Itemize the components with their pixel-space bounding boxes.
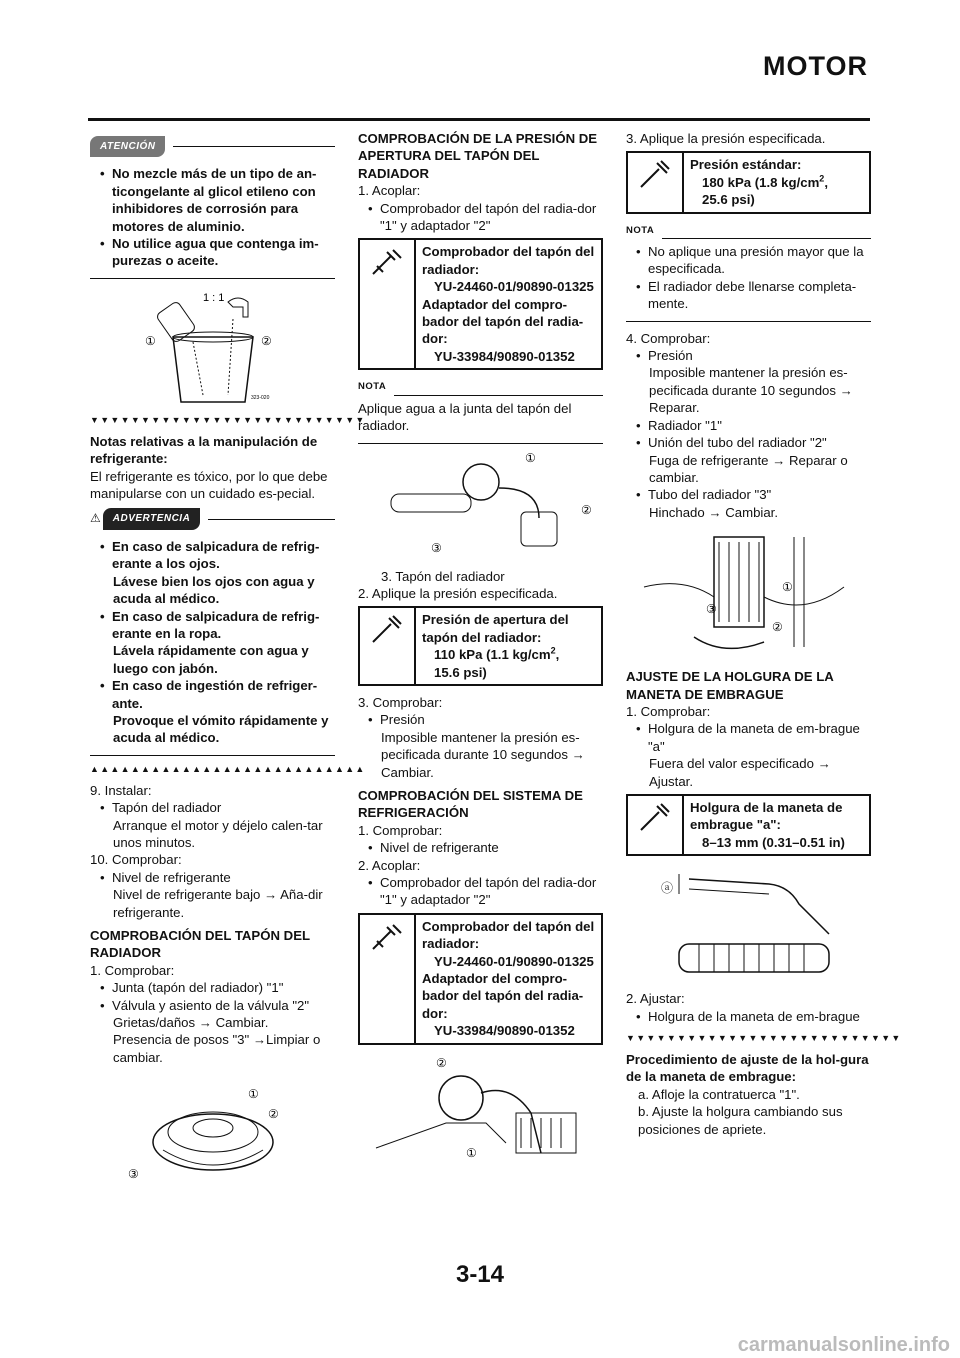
presion-item-3: • Presión <box>358 711 603 728</box>
ajuste-item-2: • Holgura de la maneta de em-brague <box>626 1008 871 1025</box>
presion-step-1: 1. Acoplar: <box>358 183 421 199</box>
system-callout-2: ② <box>435 1055 447 1070</box>
step-4-note-4: Hinchado → Cambiar. <box>649 504 779 520</box>
ratio-label: 1 : 1 <box>202 291 224 304</box>
nota-item-2: • El radiador debe llenarse completa-mente. <box>626 278 871 313</box>
step-4-item-3: • Unión del tubo del radiador "2" <box>626 434 871 451</box>
column-2 <box>358 130 603 1169</box>
step-4-note-3: Fuga de refrigerante → Reparar o cambiar. <box>649 452 848 485</box>
step-3-apply: 3. Aplique la presión especificada. <box>626 131 826 146</box>
notas-heading: Notas relativas a la manipulación de refrigerante: <box>90 433 318 467</box>
nota-header: NOTA <box>626 222 871 239</box>
section-heading-tapon: COMPROBACIÓN DEL TAPÓN DEL RADIADOR <box>90 928 310 961</box>
cap-callout-1: ① <box>247 1087 259 1102</box>
wrench-icon <box>628 153 684 211</box>
cap-callout-3: ③ <box>127 1167 139 1182</box>
step-4-item-4: • Tubo del radiador "3" <box>626 486 871 503</box>
tool-icon <box>360 240 416 368</box>
advertencia-header <box>90 508 335 529</box>
header-rule <box>88 118 870 121</box>
advertencia-item-2: • En caso de salpicadura de refrig-erante en la ropa. <box>90 608 335 643</box>
spec-box-tools-1: Comprobador del tapón del radiador: YU-24460-01/90890-01325 Adaptador del compro-bador del tapón del radia-dor: YU-33984/90890-01352 <box>358 238 603 370</box>
step-4-item-2: • Radiador "1" <box>626 417 871 434</box>
radiator-callout-3: ③ <box>705 602 717 617</box>
coolant-mix-figure <box>133 287 293 407</box>
lever-callout-a: ⓐ <box>660 881 673 896</box>
page-title: MOTOR <box>763 51 868 81</box>
step-4: 4. Comprobar: <box>626 330 711 346</box>
sistema-item-2: • Comprobador del tapón del radia-dor "1" y adaptador "2" <box>358 874 603 909</box>
clutch-lever-figure <box>639 864 859 984</box>
cap-callout-2: ② <box>267 1107 279 1122</box>
step-10-item: • Nivel de refrigerante <box>90 869 335 886</box>
tester-callout-1: ① <box>524 450 536 465</box>
tool-icon <box>360 915 416 1043</box>
advertencia-item-3: • En caso de ingestión de refriger-ante. <box>90 677 335 712</box>
warning-icon: ⚠ <box>90 511 101 526</box>
watermark: carmanualsonline.info <box>737 1333 950 1356</box>
ajuste-item-1: • Holgura de la maneta de em-brague "a" <box>626 720 871 755</box>
section-heading-presion: COMPROBACIÓN DE LA PRESIÓN DE APERTURA DEL TAPÓN DEL RADIADOR <box>358 131 598 181</box>
radiator-cap-figure <box>118 1080 308 1190</box>
tapon-item-1: • Junta (tapón del radiador) "1" <box>90 979 335 996</box>
section-heading-sistema: COMPROBACIÓN DEL SISTEMA DE REFRIGERACIÓN <box>358 787 583 821</box>
spec-box-pressure-2: Presión estándar: 180 kPa (1.8 $kg/cm^2$, 25.6 psi) <box>626 151 871 213</box>
nota-item-1: • No aplique una presión mayor que la especificada. <box>626 243 871 278</box>
advertencia-item-1-action: Lávese bien los ojos con agua y acuda al médico. <box>113 573 315 607</box>
cooling-system-figure <box>366 1053 596 1163</box>
radiator-callout-1: ① <box>781 580 793 595</box>
callout-2: ② <box>260 333 272 348</box>
procedure-start-marker: ▼▼▼▼▼▼▼▼▼▼▼▼▼▼▼▼▼▼▼▼▼▼▼▼▼▼▼ <box>90 414 366 425</box>
page-number: 3-14 <box>455 1261 505 1288</box>
procedure-step-b: b. Ajuste la holgura cambiando sus posiciones de apriete. <box>638 1104 843 1137</box>
ajuste-step-2: 2. Ajustar: <box>626 991 685 1007</box>
atencion-header <box>90 136 335 157</box>
nota-header: NOTA <box>358 378 603 395</box>
tester-callout-2: ② <box>580 502 592 517</box>
step-10: 10. Comprobar: <box>90 852 182 868</box>
tapon-note-1: Grietas/daños → Cambiar. <box>113 1015 269 1031</box>
atencion-item-1: • No mezcle más de un tipo de an-ticongelante al glicol etileno con inhibidores de corrosión para motores de aluminio. <box>90 165 335 235</box>
presion-step-3: 3. Comprobar: <box>358 694 443 710</box>
procedure-start-marker: ▼▼▼▼▼▼▼▼▼▼▼▼▼▼▼▼▼▼▼▼▼▼▼▼▼▼▼ <box>626 1033 902 1043</box>
wrench-icon <box>628 796 684 854</box>
advertencia-item-2-action: Lávela rápidamente con agua y luego con jabón. <box>113 643 309 676</box>
radiator-callout-2: ② <box>771 620 783 635</box>
sistema-step-2: 2. Acoplar: <box>358 857 421 873</box>
step-9: 9. Instalar: <box>90 782 152 798</box>
atencion-item-2: • No utilice agua que contenga im-purezas o aceite. <box>90 235 335 270</box>
procedure-end-marker: ▲▲▲▲▲▲▲▲▲▲▲▲▲▲▲▲▲▲▲▲▲▲▲▲▲▲▲ <box>90 763 366 774</box>
advertencia-item-3-action: Provoque el vómito rápidamente y acuda al médico. <box>113 712 329 746</box>
tapon-item-2: • Válvula y asiento de la válvula "2" <box>90 997 335 1014</box>
presion-step-2: 2. Aplique la presión especificada. <box>358 585 558 601</box>
spec-box-holgura: Holgura de la maneta de embrague "a": 8–13 mm (0.31–0.51 in) <box>626 794 871 856</box>
advertencia-item-1: • En caso de salpicadura de refrig-erante a los ojos. <box>90 538 335 573</box>
notas-body: El refrigerante es tóxico, por lo que debe manipularse con un cuidado es-pecial. <box>90 468 328 502</box>
column-1 <box>90 130 366 1196</box>
procedure-heading: Procedimiento de ajuste de la hol-gura de la maneta de embrague: <box>626 1052 869 1085</box>
nota-text: Aplique agua a la junta del tapón del radiador. <box>358 400 572 434</box>
tester-callout-3: ③ <box>430 540 442 555</box>
step-9-note: Arranque el motor y déjelo calen-tar unos minutos. <box>113 817 323 850</box>
ajuste-note-1: Fuera del valor especificado → Ajustar. <box>649 756 831 789</box>
figure-code: 323-020 <box>250 394 269 401</box>
tapon-note-2: Presencia de posos "3" →Limpiar o cambiar. <box>113 1032 321 1065</box>
ajuste-step-1: 1. Comprobar: <box>626 703 711 719</box>
tapon-step-1: 1. Comprobar: <box>90 962 175 978</box>
spec-box-pressure-1: Presión de apertura del tapón del radiador: 110 kPa (1.1 $kg/cm^2$, 15.6 psi) <box>358 606 603 686</box>
procedure-step-a: a. Afloje la contratuerca "1". <box>638 1086 800 1102</box>
step-10-note: Nivel de refrigerante bajo → Aña-dir refrigerante. <box>113 887 323 920</box>
atencion-badge: ATENCIÓN <box>90 136 165 157</box>
wrench-icon <box>360 608 416 684</box>
step-4-note-1: Imposible mantener la presión es-pecificada durante 10 segundos → Reparar. <box>649 365 853 416</box>
presion-item-1: • Comprobador del tapón del radia-dor "1" y adaptador "2" <box>358 200 603 235</box>
spec-box-tools-2: Comprobador del tapón del radiador: YU-24460-01/90890-01325 Adaptador del compro-bador del tapón del radia-dor: YU-33984/90890-01352 <box>358 913 603 1045</box>
column-3 <box>626 130 902 1138</box>
sistema-step-1: 1. Comprobar: <box>358 822 443 838</box>
step-9-item: • Tapón del radiador <box>90 799 335 816</box>
callout-1: ① <box>144 333 156 348</box>
radiator-figure <box>634 527 864 662</box>
pressure-tester-figure <box>371 452 591 562</box>
presion-note-3: Imposible mantener la presión es-pecificada durante 10 segundos → Cambiar. <box>381 729 585 780</box>
section-heading-ajuste: AJUSTE DE LA HOLGURA DE LA MANETA DE EMBRAGUE <box>626 669 834 702</box>
figure-caption-3: 3. Tapón del radiador <box>381 568 505 584</box>
advertencia-badge: ADVERTENCIA <box>103 508 201 529</box>
step-4-item-1: • Presión <box>626 347 871 364</box>
sistema-item-1: • Nivel de refrigerante <box>358 839 603 856</box>
system-callout-1: ① <box>465 1145 477 1160</box>
